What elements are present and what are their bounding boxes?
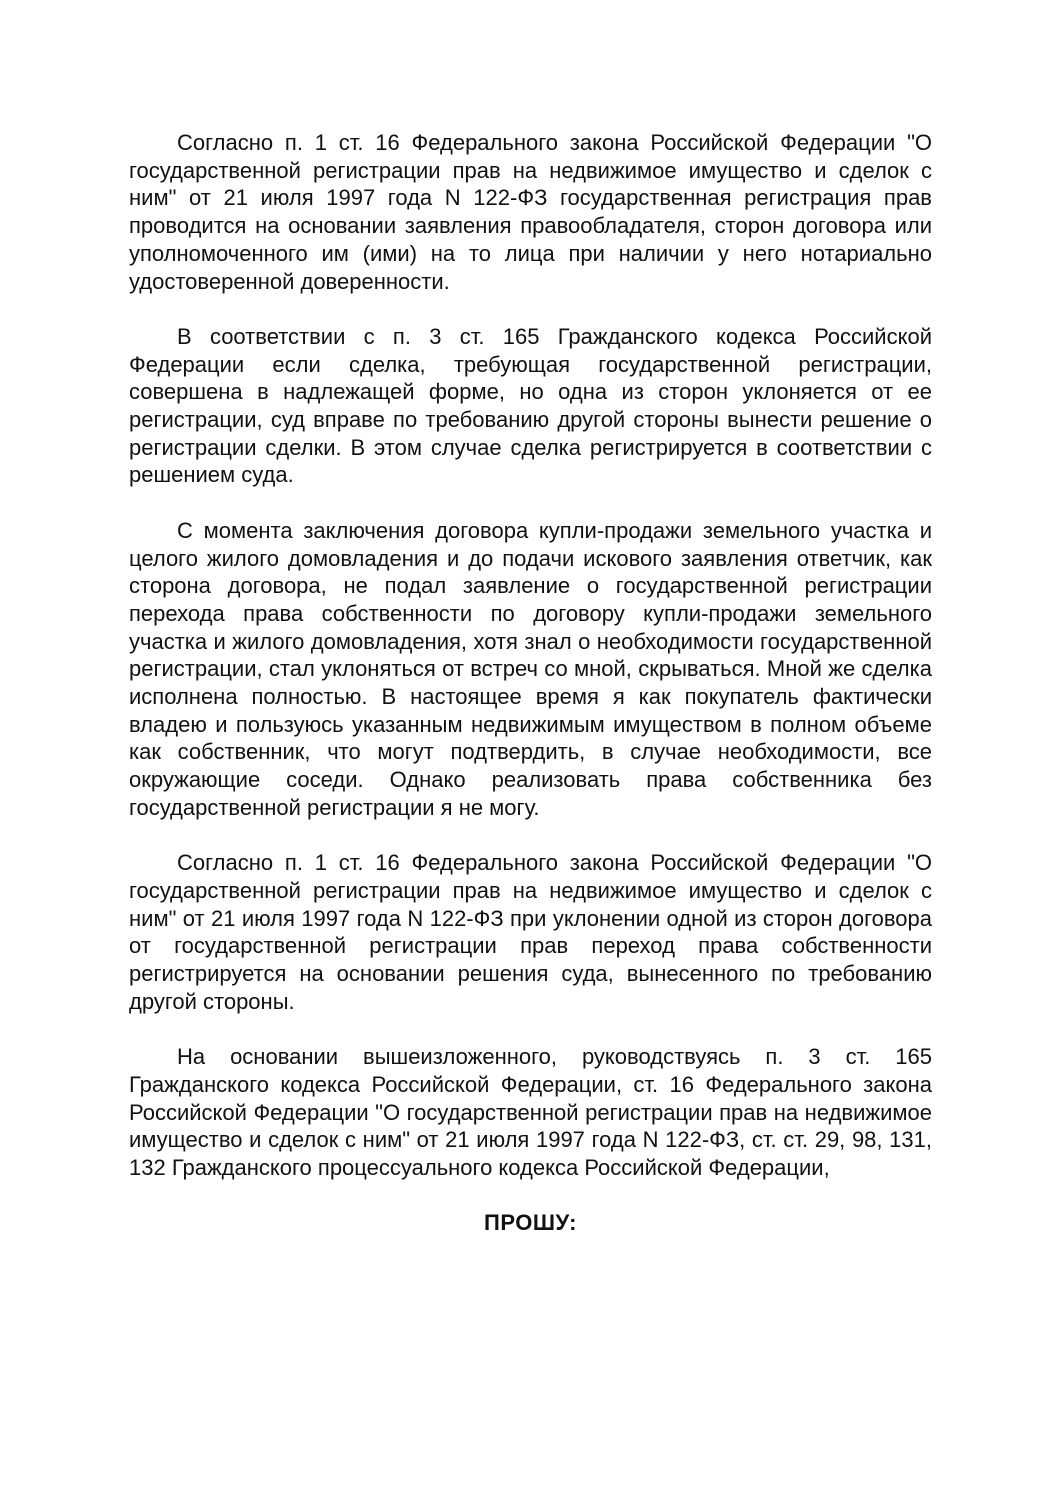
paragraph-evasion-rule: Согласно п. 1 ст. 16 Федерального закона Российской Федерации "О государственной регистрации прав на недвижимое имущество и сделок с ним" от 21 июля 1997 года N 122-ФЗ при уклонении одной из сторон договора от государственной регистрации прав переход права собственности регистрируется на основании решения суда, вынесенного по требованию другой стороны. — [129, 850, 932, 1014]
paragraph-circumstances: С момента заключения договора купли-продажи земельного участка и целого жилого домовладения и до подачи искового заявления ответчик, как сторона договора, не подал заявление о государственной регистрации перехода права собственности по договору купли-продажи земельного участка и жилого домовладения, хотя знал о необходимости государственной регистрации, стал уклоняться от встреч со мной, скрываться. Мной же сделка исполнена полностью. В настоящее время я как покупатель фактически владею и пользуюсь указанным недвижимым имуществом в полном объеме как собственник, что могут подтвердить, в случае необходимости, все окружающие соседи. Однако реализовать права собственника без государственной регистрации я не могу. — [129, 517, 932, 820]
request-heading: ПРОШУ: — [484, 1210, 577, 1236]
document-page — [129, 129, 932, 1237]
paragraph-civil-code-165: В соответствии с п. 3 ст. 165 Гражданского кодекса Российской Федерации если сделка, требующая государственной регистрации, совершена в надлежащей форме, но одна из сторон уклоняется от ее регистрации, суд вправе по требованию другой стороны вынести решение о регистрации сделки. В этом случае сделка регистрируется в соответствии с решением суда. — [129, 323, 932, 488]
paragraph-registration-basis: Согласно п. 1 ст. 16 Федерального закона Российской Федерации "О государственной регистрации прав на недвижимое имущество и сделок с ним" от 21 июля 1997 года N 122-ФЗ государственная регистрация прав проводится на основании заявления правообладателя, сторон договора или уполномоченного им (ими) на то лица при наличии у него нотариально удостоверенной доверенности. — [129, 130, 932, 294]
paragraph-legal-grounds: На основании вышеизложенного, руководствуясь п. 3 ст. 165 Гражданского кодекса Российской Федерации, ст. 16 Федерального закона Российской Федерации "О государственной регистрации прав на недвижимое имущество и сделок с ним" от 21 июля 1997 года N 122-ФЗ, ст. ст. 29, 98, 131, 132 Гражданского процессуального кодекса Российской Федерации, — [129, 1044, 932, 1180]
